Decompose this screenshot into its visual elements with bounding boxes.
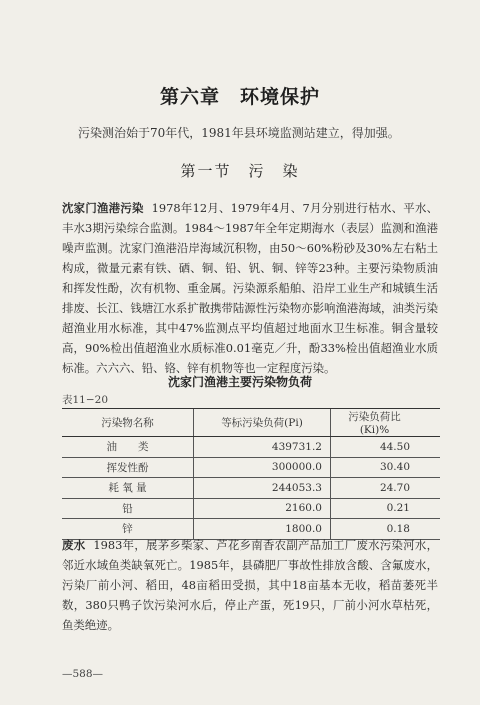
table-cell: 挥发性酚 <box>62 457 194 478</box>
table-title: 沈家门渔港主要污染物负荷 <box>167 375 312 389</box>
table-cell: 300000.0 <box>194 457 331 478</box>
column-header: 等标污染负荷(Pi) <box>194 409 331 437</box>
section-title: 第一节 污 染 <box>180 162 300 180</box>
table-cell: 1800.0 <box>194 519 331 540</box>
paragraph-fishing-port <box>62 198 438 378</box>
chapter-title: 第六章 环境保护 <box>159 86 320 108</box>
page-number: —588— <box>62 668 104 680</box>
table-cell: 44.50 <box>331 437 441 458</box>
paragraph-wastewater <box>62 535 438 635</box>
table-cell: 锌 <box>62 519 194 540</box>
table-cell: 0.21 <box>331 498 441 519</box>
table-cell: 2160.0 <box>194 498 331 519</box>
pollutant-table <box>62 408 440 540</box>
table-row <box>62 478 440 499</box>
table-cell: 30.40 <box>331 457 441 478</box>
table-row <box>62 457 440 478</box>
table-header-row <box>62 409 440 437</box>
table-cell: 439731.2 <box>194 437 331 458</box>
table-cell: 铅 <box>62 498 194 519</box>
table-cell: 24.70 <box>331 478 441 499</box>
paragraph-body: 1978年12月、1979年4月、7月分别进行枯水、平水、丰水3期污染综合监测。1984～1987年全年定期海水（表层）监测和渔港噪声监测。沈家门渔港沿岸海域沉积物，由50～60%粉砂及30%左右粘土构成，微量元素有铁、硒、铜、铅、钒、铜、锌等23种。主要污染物质油和挥发性酚，次有机物、重金属。污染源系船舶、沿岸工业生产和城镇生活排废、长江、钱塘江水系扩散携带陆源性污染物亦影响渔港海域，油类污染超渔业用水标准，其中47%监测点平均值超过地面水卫生标准。铜含量较高，90%检出值超渔业水质标准0.01毫克／升，酚33%检出值超渔业水质标准。六六六、铅、铬、锌有机物等也一定程度污染。 <box>62 201 438 375</box>
paragraph-lead: 废水 <box>62 538 86 552</box>
column-header: 污染负荷比(Ki)% <box>331 409 441 437</box>
paragraph-lead: 沈家门渔港污染 <box>62 201 144 215</box>
table-cell: 耗 氧 量 <box>62 478 194 499</box>
paragraph-body: 1983年，展茅乡柴家、芦花乡南香农副产品加工厂废水污染河水，邻近水域鱼类缺氧死亡。1985年，县磷肥厂事故性排放含酸、含氟废水，污染厂前小河、稻田，48亩稻田受损，其中18亩基本无收，稻苗萎死半数，380只鸭子饮污染河水后，停止产蛋，死19只，厂前小河水草枯死，鱼类绝迹。 <box>62 538 438 632</box>
column-header: 污染物名称 <box>62 409 194 437</box>
table-cell: 0.18 <box>331 519 441 540</box>
table-cell: 244053.3 <box>194 478 331 499</box>
table-row <box>62 498 440 519</box>
table-cell: 油 类 <box>62 437 194 458</box>
table-row <box>62 437 440 458</box>
table-number: 表11−20 <box>62 394 109 406</box>
intro-text: 污染测治始于70年代，1981年县环境监测站建立，得加强。 <box>78 126 400 140</box>
